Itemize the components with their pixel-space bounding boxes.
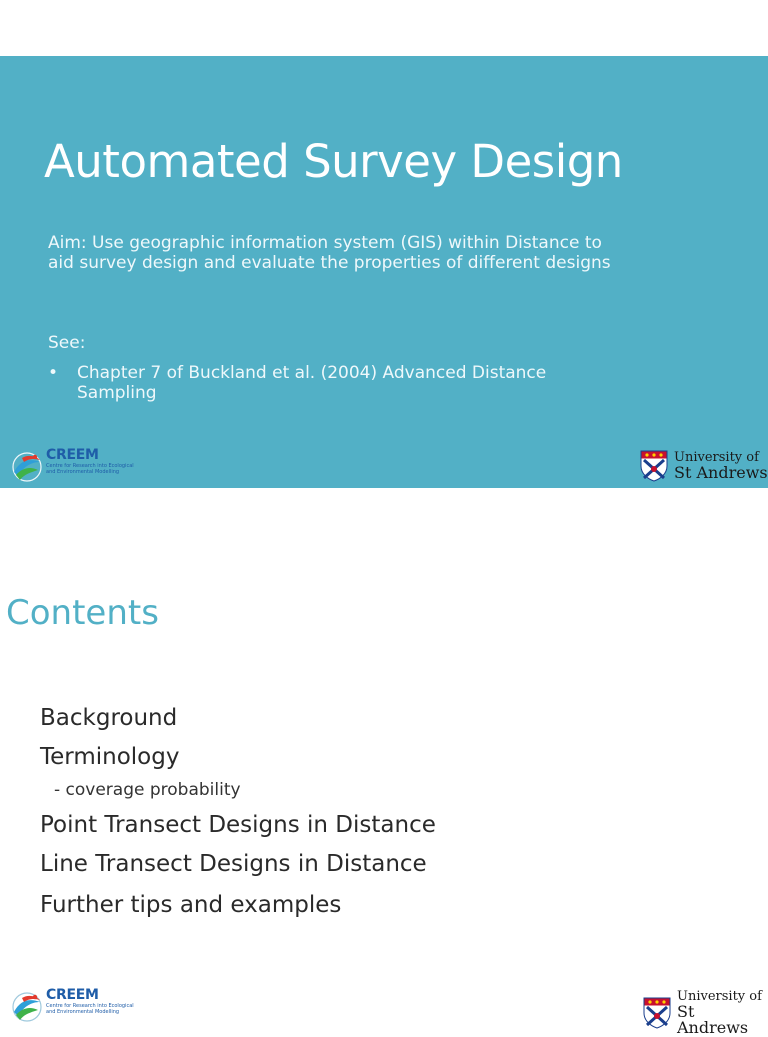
st-andrews-line1: University of xyxy=(674,450,759,465)
contents-item-background: Background xyxy=(40,705,178,731)
bullet-glyph: • xyxy=(48,363,59,383)
slide-body xyxy=(48,233,628,403)
st-andrews-logo-2 xyxy=(643,990,768,1036)
aim-text: Aim: Use geographic information system (GIS) within Distance to aid survey design and evaluate the properties of different designs xyxy=(48,233,611,273)
creem-logo-2 xyxy=(8,988,146,1024)
st-andrews-line2: St Andrews xyxy=(674,463,768,482)
contents-heading: Contents xyxy=(6,593,159,633)
reference-bullet xyxy=(48,364,588,403)
creem-name: CREEM xyxy=(46,447,99,463)
slide-contents xyxy=(0,536,768,1037)
st-andrews-shield-icon xyxy=(643,997,671,1029)
contents-item-line-transect: Line Transect Designs in Distance xyxy=(40,851,427,877)
st-andrews-line1: University of xyxy=(677,989,762,1004)
creem-subtitle-line1: Centre for Research into Ecological xyxy=(46,463,134,469)
see-label: See: xyxy=(48,333,86,353)
creem-logo xyxy=(8,448,146,484)
creem-name: CREEM xyxy=(46,987,99,1003)
creem-subtitle-line2: and Environmental Modelling xyxy=(46,1009,120,1015)
creem-subtitle-line1: Centre for Research into Ecological xyxy=(46,1003,134,1009)
slide-title-heading: Automated Survey Design xyxy=(44,135,623,188)
creem-subtitle-line2: and Environmental Modelling xyxy=(46,469,120,475)
st-andrews-logo xyxy=(640,450,768,482)
contents-item-point-transect: Point Transect Designs in Distance xyxy=(40,812,436,838)
creem-logo-icon xyxy=(8,448,46,484)
reference-text: Chapter 7 of Buckland et al. (2004) Advanced Distance Sampling xyxy=(77,363,547,403)
st-andrews-line2: St Andrews xyxy=(677,1002,749,1037)
contents-item-terminology: Terminology xyxy=(40,744,180,770)
st-andrews-shield-icon xyxy=(640,450,668,482)
contents-subitem-coverage: - coverage probability xyxy=(54,780,241,800)
creem-logo-icon xyxy=(8,988,46,1024)
contents-item-further-tips: Further tips and examples xyxy=(40,892,342,918)
slide-title xyxy=(0,56,768,488)
